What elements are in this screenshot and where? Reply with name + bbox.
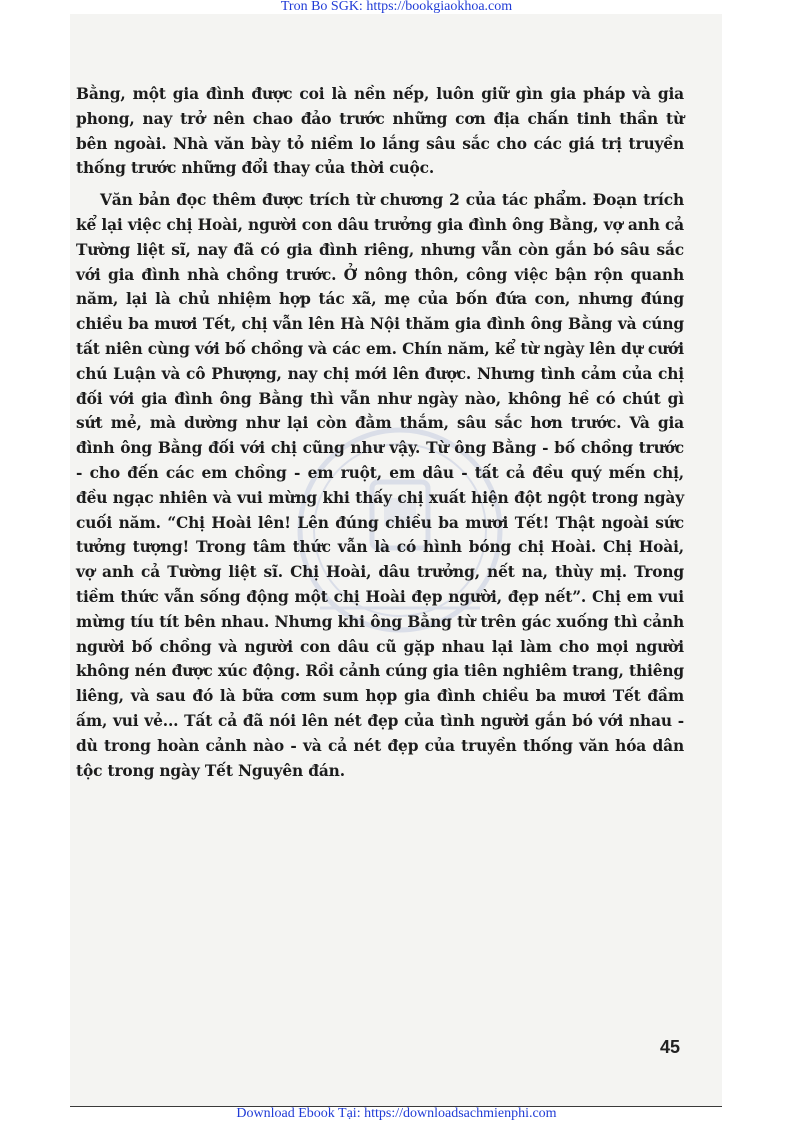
- body-text: [76, 82, 684, 783]
- bottom-download-banner: Download Ebook Tại: https://downloadsachmienphi.com: [236, 1106, 557, 1121]
- page-number: 45: [660, 1037, 681, 1057]
- paragraph-2: Văn bản đọc thêm được trích từ chương 2 của tác phẩm. Đoạn trích kể lại việc chị Hoài, người con dâu trưởng gia đình ông Bằng, vợ anh cả Tường liệt sĩ, nay đã có gia đình riêng, nhưng vẫn còn gắn bó sâu sắc với gia đình nhà chồng trước. Ở nông thôn, công việc bận rộn quanh năm, lại là chủ nhiệm hợp tác xã, mẹ của bốn đứa con, nhưng đúng chiều ba mươi Tết, chị vẫn lên Hà Nội thăm gia đình ông Bằng và cúng tất niên cùng với bố chồng và các em. Chín năm, kể từ ngày lên dự cưới chú Luận và cô Phượng, nay chị mới lên được. Nhưng tình cảm của chị đối với gia đình ông Bằng thì vẫn như ngày nào, không hề có chút gì sứt mẻ, mà dường như lại còn đằm thắm, sâu sắc hơn trước. Và gia đình ông Bằng đối với chị cũng như vậy. Từ ông Bằng - bố chồng trước - cho đến các em chồng - em ruột, em dâu - tất cả đều quý mến chị, đều ngạc nhiên và vui mừng khi thấy chị xuất hiện đột ngột trong ngày cuối năm. “Chị Hoài lên! Lên đúng chiều ba mươi Tết! Thật ngoài sức tưởng tượng! Trong tâm thức vẫn là có hình bóng chị Hoài. Chị Hoài, vợ anh cả Tường liệt sĩ. Chị Hoài, dâu trưởng, nết na, thùy mị. Trong tiềm thức vẫn sống động một chị Hoài đẹp người, đẹp nết”. Chị em vui mừng tíu tít bên nhau. Nhưng khi ông Bằng từ trên gác xuống thì cảnh người bố chồng và người con dâu cũ gặp nhau lại làm cho mọi người không nén được xúc động. Rồi cảnh cúng gia tiên nghiêm trang, thiêng liêng, và sau đó là bữa cơm sum họp gia đình chiều ba mươi Tết đầm ấm, vui vẻ... Tất cả đã nói lên nét đẹp của tình người gắn bó với nhau - dù trong hoàn cảnh nào - và cả nét đẹp của truyền thống văn hóa dân tộc trong ngày Tết Nguyên đán.: [76, 191, 684, 780]
- paragraph-1: Bằng, một gia đình được coi là nền nếp, luôn giữ gìn gia pháp và gia phong, nay trở nên chao đảo trước những cơn địa chấn tinh thần từ bên ngoài. Nhà văn bày tỏ niềm lo lắng sâu sắc cho các giá trị truyền thống trước những đổi thay của thời cuộc.: [76, 85, 684, 178]
- top-source-banner: Tron Bo SGK: https://bookgiaokhoa.com: [280, 0, 513, 14]
